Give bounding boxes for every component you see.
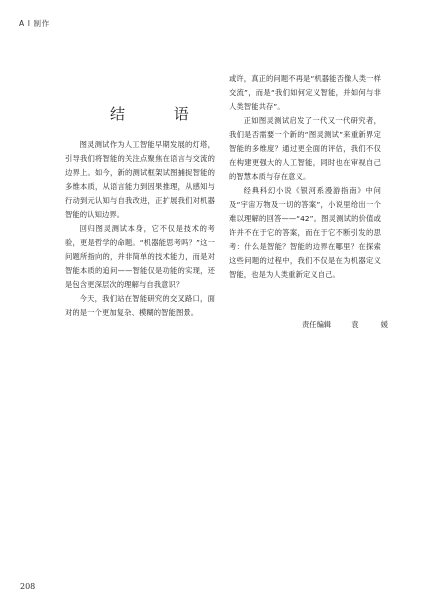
paragraph: 回归图灵测试本身，它不仅是技术的考验，更是哲学的命题。“机器能思考吗？”这一问题所指向的，并非简单的技术能力，而是对智能本质的追问——智能仅是功能的实现，还是包含更深层次的理解与自我意识？ — [65, 224, 215, 289]
section-title: 结 语 — [110, 105, 211, 123]
editor-name: 袁 媛 — [351, 320, 399, 329]
editor-label: 责任编辑 — [302, 320, 332, 329]
paragraph: 图灵测试作为人工智能早期发展的灯塔，引导我们将智能的关注点聚焦在语言与交流的边界上。如今，新的测试框架试图捕捉智能的多维本质，从语言能力到因果推理，从感知与行动到元认知与自我改进，正扩展我们对机器智能的认知边界。 — [65, 140, 215, 219]
left-column — [65, 138, 215, 320]
paragraph: 或许，真正的问题不再是“机器能否像人类一样交流”，而是“我们如何定义智能，并如何与非人类智能共存”。 — [229, 74, 381, 111]
section-header-label: A I 制作 — [19, 19, 50, 28]
paragraph: 今天，我们站在智能研究的交叉路口，面对的是一个更加复杂、模糊的智能图景。 — [65, 294, 215, 317]
editor-credit — [302, 320, 398, 330]
paragraph: 正如图灵测试启发了一代又一代研究者，我们是否需要一个新的“图灵测试”来重新界定智能的多维度？通过更全面的评估，我们不仅在构建更强大的人工智能，同时也在审视自己的智慧本质与存在意义。 — [229, 116, 381, 181]
page-number: 208 — [20, 582, 36, 591]
right-column — [229, 72, 381, 282]
paragraph: 经典科幻小说《银河系漫游指南》中问及“宇宙万物及一切的答案”，小说里给出一个难以理解的回答——“42”。图灵测试的价值或许并不在于它的答案，而在于它不断引发的思考：什么是智能？智能的边界在哪里？在探索这些问题的过程中，我们不仅是在为机器定义智能，也是为人类重新定义自己。 — [229, 186, 381, 279]
